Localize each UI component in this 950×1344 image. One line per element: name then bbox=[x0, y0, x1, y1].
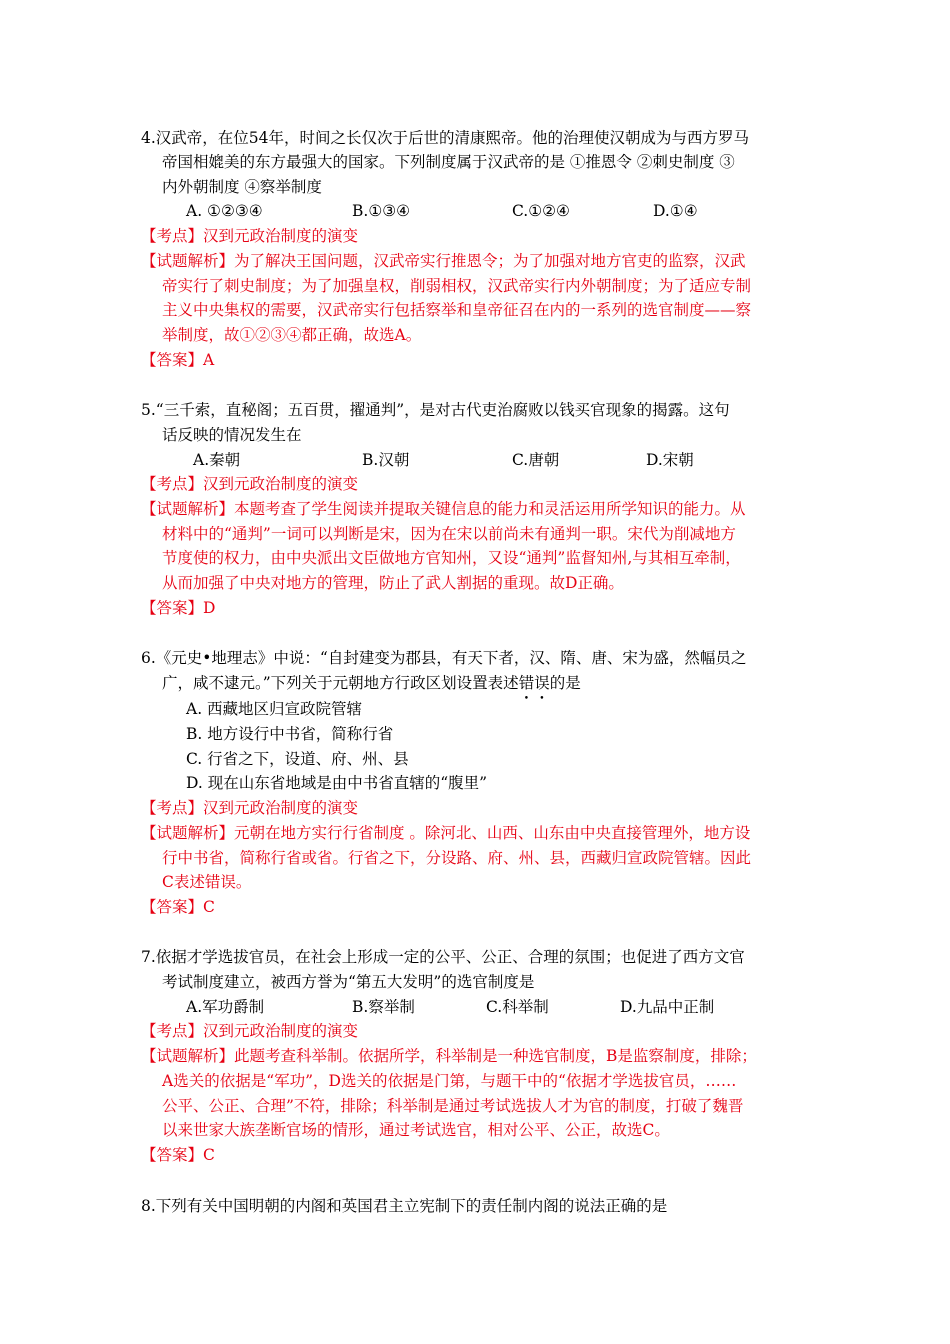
q7-analysis-line-2: A选关的依据是“军功”，D选关的依据是门第，与题干中的“依据才学选拔官员，…… bbox=[162, 1072, 737, 1090]
q5-analysis-line-4: 从而加强了中央对地方的管理，防止了武人割据的重现。故D正确。 bbox=[162, 574, 624, 592]
q5-option-a: A.秦朝 bbox=[193, 451, 241, 469]
q5-answer: 【答案】D bbox=[141, 599, 216, 617]
q6-option-a: A. 西藏地区归宣政院管辖 bbox=[186, 700, 363, 718]
q4-analysis-line-1: 【试题解析】为了解决王国问题，汉武帝实行推恩令；为了加强对地方官吏的监察，汉武 bbox=[141, 252, 746, 270]
q4-option-d: D.①④ bbox=[653, 202, 698, 220]
q7-stem-line-1: 7.依据才学选拔官员，在社会上形成一定的公平、公正、合理的氛围；也促进了西方文官 bbox=[141, 948, 745, 966]
q7-analysis-line-3: 公平、公正、合理”不符，排除；科举制是通过考试选拔人才为官的制度，打破了魏晋 bbox=[162, 1097, 744, 1115]
q6-option-b: B. 地方设行中书省，简称行省 bbox=[186, 725, 394, 743]
q5-analysis-line-3: 节度使的权力，由中央派出文臣做地方官知州，又设“通判”监督知州,与其相互牵制， bbox=[162, 549, 741, 567]
q7-option-c: C.科举制 bbox=[486, 998, 549, 1016]
q5-stem-line-1: 5.“三千索，直秘阁；五百贯，擢通判”，是对古代吏治腐败以钱买官现象的揭露。这句 bbox=[141, 401, 730, 419]
q6-kaodian: 【考点】汉到元政治制度的演变 bbox=[141, 799, 359, 817]
q5-option-b: B.汉朝 bbox=[362, 451, 410, 469]
q5-option-c: C.唐朝 bbox=[512, 451, 560, 469]
q4-analysis-line-3: 主义中央集权的需要，汉武帝实行包括察举和皇帝征召在内的一系列的选官制度——察 bbox=[162, 301, 752, 319]
q4-option-b: B.①③④ bbox=[352, 202, 411, 220]
q6-stem-text: 广，咸不逮元。”下列关于元朝地方行政区划设置表述 bbox=[162, 674, 519, 692]
q5-option-d: D.宋朝 bbox=[646, 451, 694, 469]
q6-analysis-line-2: 行中书省，简称行省或省。行省之下，分设路、府、州、县，西藏归宣政院管辖。因此 bbox=[162, 849, 752, 867]
q5-stem-line-2: 话反映的情况发生在 bbox=[162, 426, 302, 444]
q4-stem-line-2: 帝国相媲美的东方最强大的国家。下列制度属于汉武帝的是 ①推恩令 ②刺史制度 ③ bbox=[162, 153, 735, 171]
q4-stem-line-3: 内外朝制度 ④察举制度 bbox=[162, 178, 322, 196]
q7-analysis-line-4: 以来世家大族垄断官场的情形，通过考试选官，相对公平、公正，故选C。 bbox=[162, 1121, 670, 1139]
q6-analysis-line-1: 【试题解析】元朝在地方实行行省制度 。除河北、山西、山东由中央直接管理外，地方设 bbox=[141, 824, 751, 842]
q5-analysis-line-1: 【试题解析】本题考查了学生阅读并提取关键信息的能力和灵活运用所学知识的能力。从 bbox=[141, 500, 746, 518]
q4-analysis-line-4: 举制度，故①②③④都正确，故选A。 bbox=[162, 326, 422, 344]
q6-option-d: D. 现在山东省地域是由中书省直辖的“腹里” bbox=[186, 774, 488, 792]
q4-stem-line-1: 4.汉武帝，在位54年，时间之长仅次于后世的清康熙帝。他的治理使汉朝成为与西方罗马 bbox=[141, 129, 750, 147]
q6-stem-tail: 的是 bbox=[549, 674, 581, 692]
q6-stem-line-2 bbox=[162, 671, 581, 695]
q4-option-a: A. ①②③④ bbox=[186, 202, 263, 220]
q7-stem-line-2: 考试制度建立，被西方誉为“第五大发明”的选官制度是 bbox=[162, 973, 535, 991]
q6-analysis-line-3: C表述错误。 bbox=[162, 873, 252, 891]
q4-answer: 【答案】A bbox=[141, 351, 215, 369]
q6-emphasis-char-2: 误 bbox=[534, 674, 550, 692]
q5-analysis-line-2: 材料中的“通判”一词可以判断是宋，因为在宋以前尚未有通判一职。宋代为削减地方 bbox=[162, 525, 736, 543]
q4-option-c: C.①②④ bbox=[512, 202, 570, 220]
q6-emphasis-char-1: 错 bbox=[518, 674, 535, 692]
q6-stem-line-1: 6.《元史•地理志》中说：“自封建变为郡县，有天下者，汉、隋、唐、宋为盛，然幅员之 bbox=[141, 649, 747, 667]
q7-option-b: B.察举制 bbox=[352, 998, 415, 1016]
q4-analysis-line-2: 帝实行了刺史制度；为了加强皇权，削弱相权，汉武帝实行内外朝制度；为了适应专制 bbox=[162, 277, 752, 295]
q7-answer: 【答案】C bbox=[141, 1146, 215, 1164]
q7-option-a: A.军功爵制 bbox=[186, 998, 265, 1016]
q5-kaodian: 【考点】汉到元政治制度的演变 bbox=[141, 475, 359, 493]
q6-answer: 【答案】C bbox=[141, 898, 215, 916]
q7-option-d: D.九品中正制 bbox=[620, 998, 715, 1016]
q8-stem-line-1: 8.下列有关中国明朝的内阁和英国君主立宪制下的责任制内阁的说法正确的是 bbox=[141, 1197, 668, 1215]
q4-kaodian: 【考点】汉到元政治制度的演变 bbox=[141, 227, 359, 245]
q6-option-c: C. 行省之下，设道、府、州、县 bbox=[186, 750, 409, 768]
q7-analysis-line-1: 【试题解析】此题考查科举制。依据所学，科举制是一种选官制度，B是监察制度，排除； bbox=[141, 1047, 757, 1065]
q7-kaodian: 【考点】汉到元政治制度的演变 bbox=[141, 1022, 359, 1040]
